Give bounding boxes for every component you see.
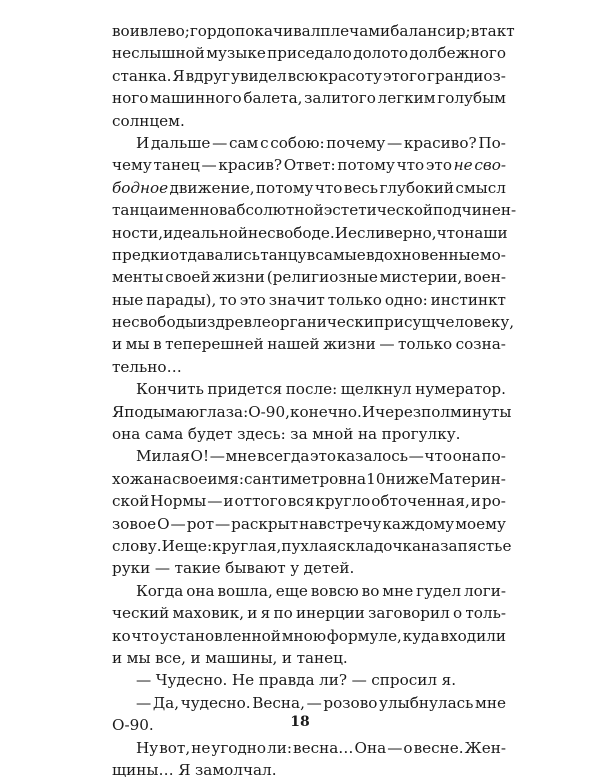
text-line: О-90.: [112, 716, 154, 735]
text-line: — Чудесно. Не правда ли? — спросил я.: [136, 671, 457, 690]
text-line: ческий маховик, и я по инерции заговорил о толь-: [112, 604, 506, 623]
text-line: ные парады), то это значит только одно: инстинкт: [112, 290, 506, 309]
text-line: щины… Я замолчал.: [112, 760, 277, 779]
text-line: ко что установленной мною формуле, куда входили: [112, 626, 506, 645]
text-line: И дальше — сам с собою: почему — красиво? По-: [136, 133, 506, 152]
text-line: Милая О! — мне всегда это казалось — что она по-: [136, 447, 506, 466]
text-line: зовое О — рот — раскрыт навстречу каждому моему: [112, 514, 506, 533]
text-line: — Да, чудесно. Весна, — розово улыбнулась мне: [136, 693, 506, 712]
text-line: Ну вот, не угодно ли: весна… Она — о весне. Жен-: [136, 738, 506, 757]
text-line: неслышной музыке приседало долото долбежного: [112, 44, 506, 63]
text-line: Я подымаю глаза: О-90, конечно. И через полминуты: [112, 402, 512, 421]
text-line: слову. И еще: круглая, пухлая складочка на запястье: [112, 536, 512, 555]
text-line: Когда она вошла, еще вовсю во мне гудел логи-: [136, 581, 506, 600]
text-line: предки отдавались танцу в самые вдохновенные мо-: [112, 245, 506, 264]
text-line: тельно…: [112, 357, 182, 376]
text-line: и мы в теперешней нашей жизни — только созна-: [112, 335, 506, 354]
page-number: 18: [290, 714, 310, 730]
text-line: танца именно в абсолютной эстетической подчинен-: [112, 201, 517, 220]
body-text: [112, 20, 517, 781]
text-line: руки — такие бывают у детей.: [112, 559, 355, 578]
text-line: Кончить придется после: щелкнул нумератор.: [136, 380, 506, 399]
text-line: станка. Я вдруг увидел всю красоту этого грандиоз-: [112, 66, 506, 85]
text-line: солнцем.: [112, 111, 185, 130]
text-line: несвободы издревле органически присущ человеку,: [112, 313, 515, 332]
text-line: ности, идеальной несвободе. И если верно, что наши: [112, 223, 508, 242]
text-line: и мы все, и машины, и танец.: [112, 648, 348, 667]
text-line: во и влево; гордо покачивал плечами балансир; в такт: [112, 22, 515, 40]
text-line: чему танец — красив? Ответ: потому что это не сво-: [112, 156, 506, 175]
text-line: бодное движение, потому что весь глубокий смысл: [112, 178, 506, 197]
text-line: она сама будет здесь: за мной на прогулку.: [112, 425, 461, 444]
text-line: ного машинного балета, залитого легким голубым: [112, 89, 506, 108]
text-line: менты своей жизни (религиозные мистерии, воен-: [112, 268, 506, 287]
text-line: хожа на свое имя: сантиметров на 10 ниже Материн-: [112, 469, 506, 488]
text-line: ской Нормы — и оттого вся кругло обточенная, и ро-: [112, 492, 506, 511]
